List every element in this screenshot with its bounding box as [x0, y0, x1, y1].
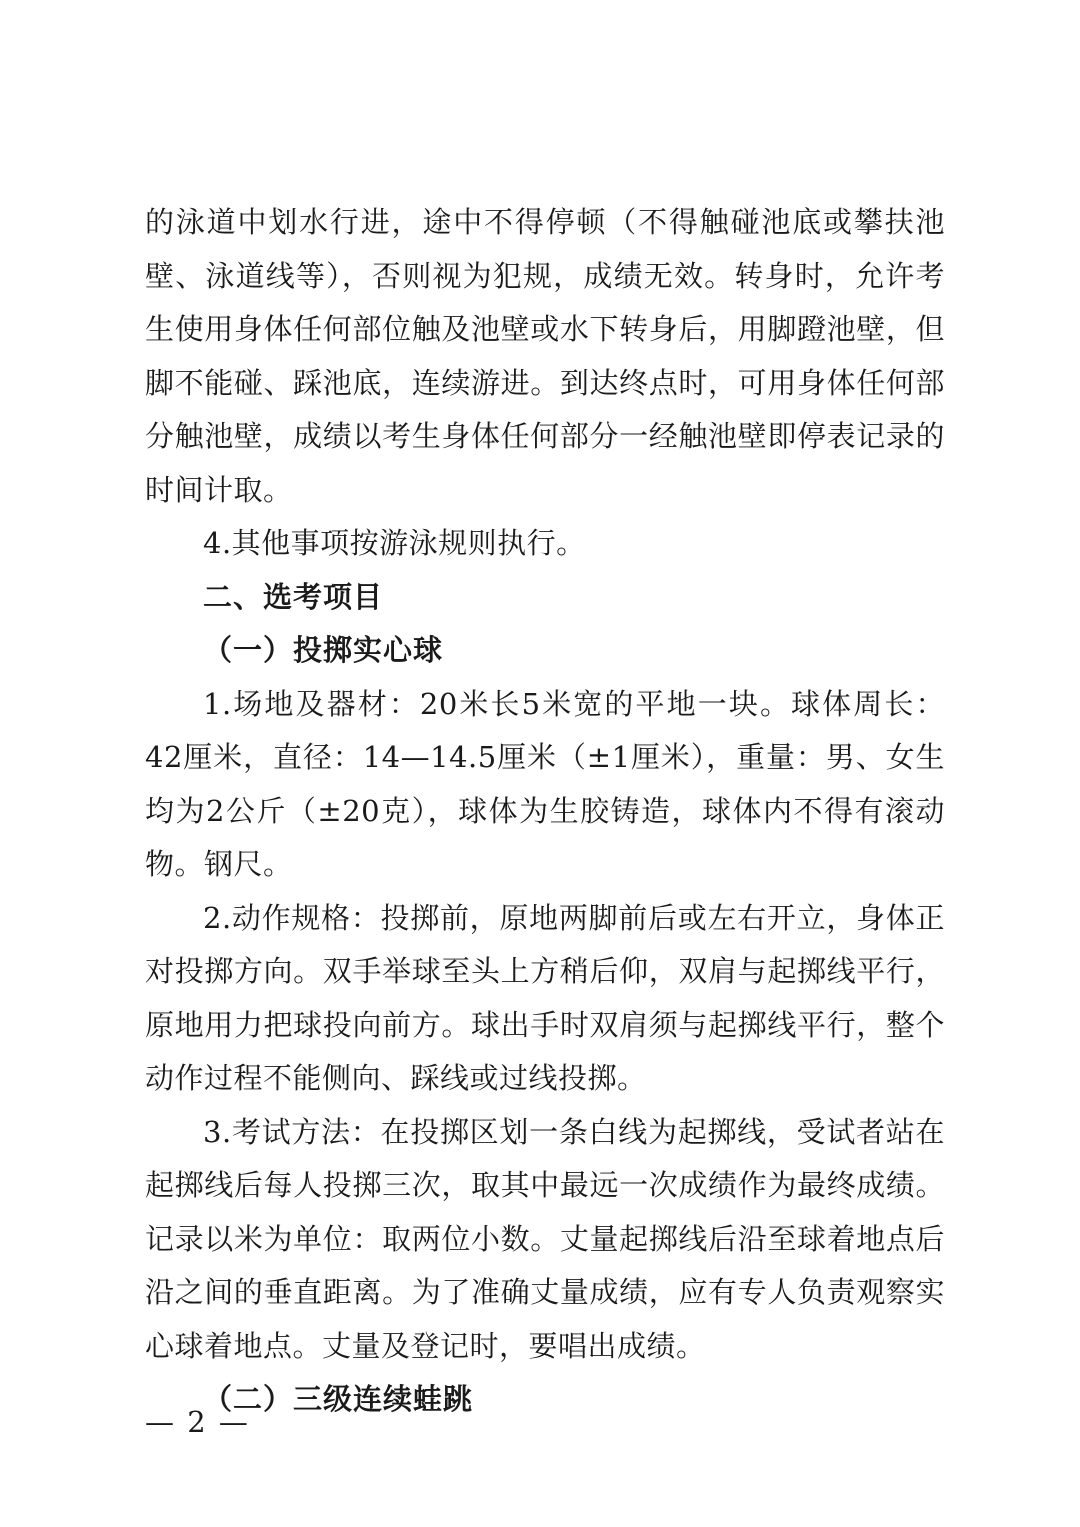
subsection-heading-frog-jump: （二）三级连续蛙跳	[203, 1382, 474, 1416]
subsection-heading-shot-ball: （一）投掷实心球	[203, 633, 444, 667]
paragraph-action-spec: 2.动作规格：投掷前，原地两脚前后或左右开立，身体正对投掷方向。双手举球至头上方稍后仰，双肩与起掷线平行，原地用力把球投向前方。球出手时双肩须与起掷线平行，整个动作过程不能侧向、踩线或过线投掷。	[145, 900, 945, 1095]
paragraph-venue-equipment: 1.场地及器材：20米长5米宽的平地一块。球体周长：42厘米，直径：14—14.5厘米（±1厘米），重量：男、女生均为2公斤（±20克），球体为生胶铸造，球体内不得有滚动物。钢尺。	[145, 686, 945, 881]
paragraph-swimming-rules: 的泳道中划水行进，途中不得停顿（不得触碰池底或攀扶池壁、泳道线等），否则视为犯规，成绩无效。转身时，允许考生使用身体任何部位触及池壁或水下转身后，用脚蹬池壁，但脚不能碰、踩池底，连续游进。到达终点时，可用身体任何部分触池壁，成绩以考生身体任何部分一经触池壁即停表记录的时间计取。	[145, 205, 945, 507]
paragraph-other-rules: 4.其他事项按游泳规则执行。	[203, 526, 586, 560]
paragraph-test-method: 3.考试方法：在投掷区划一条白线为起掷线，受试者站在起掷线后每人投掷三次，取其中最远一次成绩作为最终成绩。记录以米为单位：取两位小数。丈量起掷线后沿至球着地点后沿之间的垂直距离。为了准确丈量成绩，应有专人负责观察实心球着地点。丈量及登记时，要唱出成绩。	[145, 1114, 945, 1363]
document-body	[145, 196, 945, 1427]
page-number: — 2 —	[145, 1405, 250, 1439]
section-heading-elective: 二、选考项目	[203, 579, 384, 614]
